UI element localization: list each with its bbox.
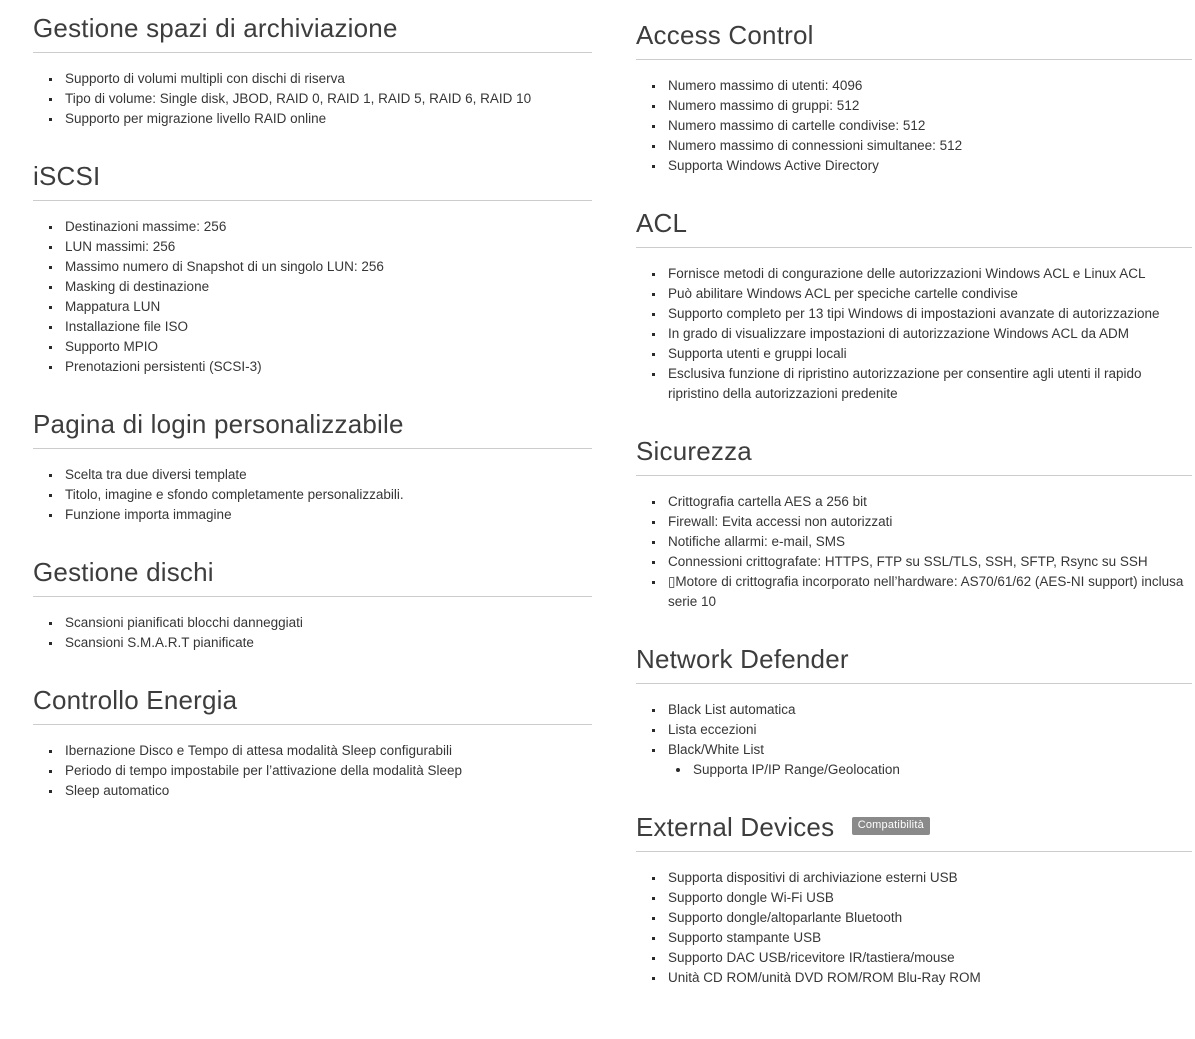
- section-title: Controllo Energia: [33, 684, 592, 725]
- list-item: ▪ Scansioni S.M.A.R.T pianificate: [62, 633, 592, 653]
- list-item: ▪ Supporto per migrazione livello RAID online: [62, 109, 592, 129]
- list-item: ▪ Prenotazioni persistenti (SCSI-3): [62, 357, 592, 377]
- list-item: ▪ Notifiche allarmi: e-mail, SMS: [665, 532, 1192, 552]
- section-controllo-energia: [33, 684, 592, 801]
- section-title-text: External Devices: [636, 812, 835, 842]
- list-item: ▪ Crittografia cartella AES a 256 bit: [665, 492, 1192, 512]
- section-network-defender: [636, 643, 1192, 780]
- list-item: ▪ Supporto stampante USB: [665, 928, 1192, 948]
- list-item: ▪ Supporto DAC USB/ricevitore IR/tastiera/mouse: [665, 948, 1192, 968]
- section-title: Network Defender: [636, 643, 1192, 684]
- section-sicurezza: [636, 435, 1192, 612]
- feature-list: [636, 492, 1192, 612]
- section-gestione-spazi-di-archiviazione: [33, 12, 592, 129]
- feature-list: [33, 613, 592, 653]
- list-item: ▪ Numero massimo di connessioni simultanee: 512: [665, 136, 1192, 156]
- list-item: ▪ Fornisce metodi di congurazione delle autorizzazioni Windows ACL e Linux ACL: [665, 264, 1192, 284]
- list-item: ▪ Numero massimo di cartelle condivise: 512: [665, 116, 1192, 136]
- section-title: Gestione spazi di archiviazione: [33, 12, 592, 53]
- list-item: ▪ Può abilitare Windows ACL per speciche cartelle condivise: [665, 284, 1192, 304]
- feature-list: [33, 217, 592, 377]
- section-acl: [636, 207, 1192, 404]
- section-title: Gestione dischi: [33, 556, 592, 597]
- section-title: Sicurezza: [636, 435, 1192, 476]
- feature-list: [636, 700, 1192, 780]
- list-item: ▪ Massimo numero di Snapshot di un singolo LUN: 256: [62, 257, 592, 277]
- list-item: ▪ Esclusiva funzione di ripristino autorizzazione per consentire agli utenti il rapido ripristino della autorizzazioni predenite: [665, 364, 1192, 404]
- list-item: ▪ Tipo di volume: Single disk, JBOD, RAID 0, RAID 1, RAID 5, RAID 6, RAID 10: [62, 89, 592, 109]
- list-item: ▪ Scansioni pianificati blocchi danneggiati: [62, 613, 592, 633]
- list-item: ▪ Destinazioni massime: 256: [62, 217, 592, 237]
- list-item: ▪ Supporta Windows Active Directory: [665, 156, 1192, 176]
- feature-list: [636, 868, 1192, 988]
- section-title: Access Control: [636, 19, 1192, 60]
- list-item: ▪ Supporta utenti e gruppi locali: [665, 344, 1192, 364]
- list-item: ▪ Titolo, imagine e sfondo completamente personalizzabili.: [62, 485, 592, 505]
- list-item: ▪ Funzione importa immagine: [62, 505, 592, 525]
- list-item: ▪ Scelta tra due diversi template: [62, 465, 592, 485]
- feature-list: [33, 741, 592, 801]
- list-item: ▪ Ibernazione Disco e Tempo di attesa modalità Sleep configurabili: [62, 741, 592, 761]
- list-item: ▪ ▯Motore di crittografia incorporato nell’hardware: AS70/61/62 (AES-NI support) inclusa serie 10: [665, 572, 1192, 612]
- list-item: ▪ Supporto completo per 13 tipi Windows di impostazioni avanzate di autorizzazione: [665, 304, 1192, 324]
- section-pagina-di-login: [33, 408, 592, 525]
- list-item: ▪ Supporta dispositivi di archiviazione esterni USB: [665, 868, 1192, 888]
- list-item: ▪ Firewall: Evita accessi non autorizzati: [665, 512, 1192, 532]
- list-item: [665, 740, 1192, 780]
- section-title: [636, 811, 1192, 852]
- list-item: ▪ Unità CD ROM/unità DVD ROM/ROM Blu-Ray ROM: [665, 968, 1192, 988]
- section-title: ACL: [636, 207, 1192, 248]
- section-gestione-dischi: [33, 556, 592, 653]
- list-item: ▪ Connessioni crittografate: HTTPS, FTP su SSL/TLS, SSH, SFTP, Rsync su SSH: [665, 552, 1192, 572]
- list-item-label: Black/White List: [668, 742, 765, 757]
- feature-list: [636, 76, 1192, 176]
- list-item: ▪ LUN massimi: 256: [62, 237, 592, 257]
- section-title: Pagina di login personalizzabile: [33, 408, 592, 449]
- section-title: iSCSI: [33, 160, 592, 201]
- sub-feature-list: [668, 760, 1192, 780]
- section-access-control: [636, 19, 1192, 176]
- list-item: ▪ Numero massimo di gruppi: 512: [665, 96, 1192, 116]
- list-item: ▪ Periodo di tempo impostabile per l’attivazione della modalità Sleep: [62, 761, 592, 781]
- list-item: ▪ Mappatura LUN: [62, 297, 592, 317]
- list-item: ▪ Lista eccezioni: [665, 720, 1192, 740]
- right-column: [636, 19, 1192, 1019]
- left-column: [33, 12, 592, 1019]
- list-item: ▪ Supporto MPIO: [62, 337, 592, 357]
- sub-list-item: • Supporta IP/IP Range/Geolocation: [691, 760, 1192, 780]
- list-item: ▪ In grado di visualizzare impostazioni di autorizzazione Windows ACL da ADM: [665, 324, 1192, 344]
- list-item: ▪ Supporto dongle/altoparlante Bluetooth: [665, 908, 1192, 928]
- list-item: ▪ Supporto dongle Wi-Fi USB: [665, 888, 1192, 908]
- feature-list: [636, 264, 1192, 404]
- compatibility-badge[interactable]: Compatibilità: [852, 817, 930, 835]
- section-iscsi: [33, 160, 592, 377]
- list-item: ▪ Black List automatica: [665, 700, 1192, 720]
- feature-list: [33, 465, 592, 525]
- list-item: ▪ Masking di destinazione: [62, 277, 592, 297]
- section-external-devices: [636, 811, 1192, 988]
- list-item: ▪ Numero massimo di utenti: 4096: [665, 76, 1192, 96]
- list-item: ▪ Supporto di volumi multipli con dischi di riserva: [62, 69, 592, 89]
- feature-list: [33, 69, 592, 129]
- list-item: ▪ Sleep automatico: [62, 781, 592, 801]
- list-item: ▪ Installazione file ISO: [62, 317, 592, 337]
